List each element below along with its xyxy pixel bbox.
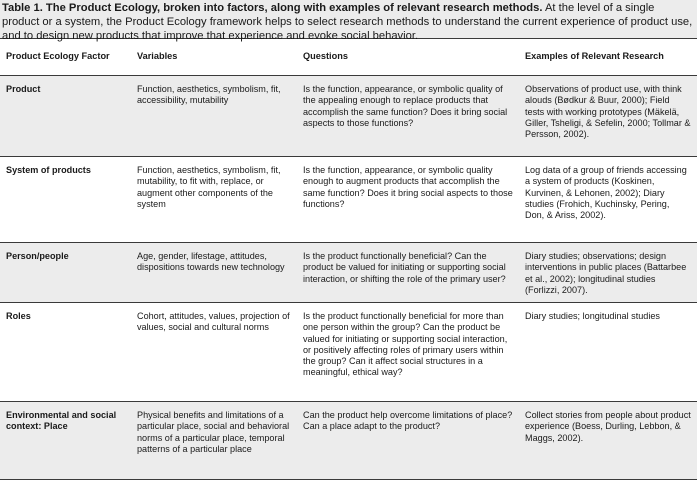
examples-cell: Diary studies; longitudinal studies xyxy=(519,303,697,402)
factor-cell: Product xyxy=(0,76,131,157)
variables-cell: Cohort, attitudes, values, projection of values, social and cultural norms xyxy=(131,303,297,402)
header-variables: Variables xyxy=(131,39,297,76)
variables-cell: Function, aesthetics, symbolism, fit, accessibility, mutability xyxy=(131,76,297,157)
examples-cell: Observations of product use, with think alouds (Bødkur & Buur, 2000); Field tests with working prototypes (Mäkelä, Giller, Tsheligi, & Sefelin, 2000; Tollmar & Persson, 2002). xyxy=(519,76,697,157)
factor-cell: Person/people xyxy=(0,243,131,303)
header-questions: Questions xyxy=(297,39,519,76)
questions-cell: Is the product functionally beneficial? Can the product be valued for initiating or supporting social interaction, or shifting the role of the primary user? xyxy=(297,243,519,303)
factor-cell: Roles xyxy=(0,303,131,402)
variables-cell: Function, aesthetics, symbolism, fit, mutability, to fit with, replace, or augment other components of the system xyxy=(131,157,297,243)
header-examples: Examples of Relevant Research xyxy=(519,39,697,76)
factor-cell: System of products xyxy=(0,157,131,243)
examples-cell: Collect stories from people about product experience (Boess, Durling, Lebbon, & Maggs, 2002). xyxy=(519,402,697,480)
table-row xyxy=(0,157,697,243)
table-row xyxy=(0,402,697,480)
header-factor: Product Ecology Factor xyxy=(0,39,131,76)
header-row xyxy=(0,39,697,76)
table-caption xyxy=(0,0,697,42)
examples-cell: Diary studies; observations; design interventions in public places (Battarbee et al., 2002); longitudinal studies (Forlizzi, 2007). xyxy=(519,243,697,303)
variables-cell: Physical benefits and limitations of a particular place, social and behavioral norms of a particular place, temporal patterns of a particular place xyxy=(131,402,297,480)
factor-cell: Environmental and social context: Place xyxy=(0,402,131,480)
caption-text: At the level of a single product or a system, the Product Ecology framework helps to select research methods to understand the current experience of product use, and to design new products that improve that experience and evoke social behavior. xyxy=(2,2,693,42)
table-row xyxy=(0,243,697,303)
table-row xyxy=(0,76,697,157)
table-row xyxy=(0,303,697,402)
product-ecology-table xyxy=(0,38,697,480)
variables-cell: Age, gender, lifestage, attitudes, dispositions towards new technology xyxy=(131,243,297,303)
questions-cell: Is the function, appearance, or symbolic quality of the appealing enough to replace products that accomplish the same function? Does it bring social aspects to those functions? xyxy=(297,76,519,157)
caption-title: Table 1. The Product Ecology, broken into factors, along with examples of relevant research methods. xyxy=(2,2,543,14)
questions-cell: Can the product help overcome limitations of place? Can a place adapt to the product? xyxy=(297,402,519,480)
examples-cell: Log data of a group of friends accessing a system of products (Koskinen, Kurvinen, & Lehonen, 2002); Diary studies (Frohich, Kuchinsky, Pering, Don, & Ariss, 2002). xyxy=(519,157,697,243)
questions-cell: Is the function, appearance, or symbolic quality enough to augment products that accomplish the same function? Does it bring social aspects to those functions? xyxy=(297,157,519,243)
questions-cell: Is the product functionally beneficial for more than one person within the group? Can the product be valued for initiating or supporting social interaction, or positively affecting roles of primary users within the group? Can it affect social structures in a meaningful, ethical way? xyxy=(297,303,519,402)
